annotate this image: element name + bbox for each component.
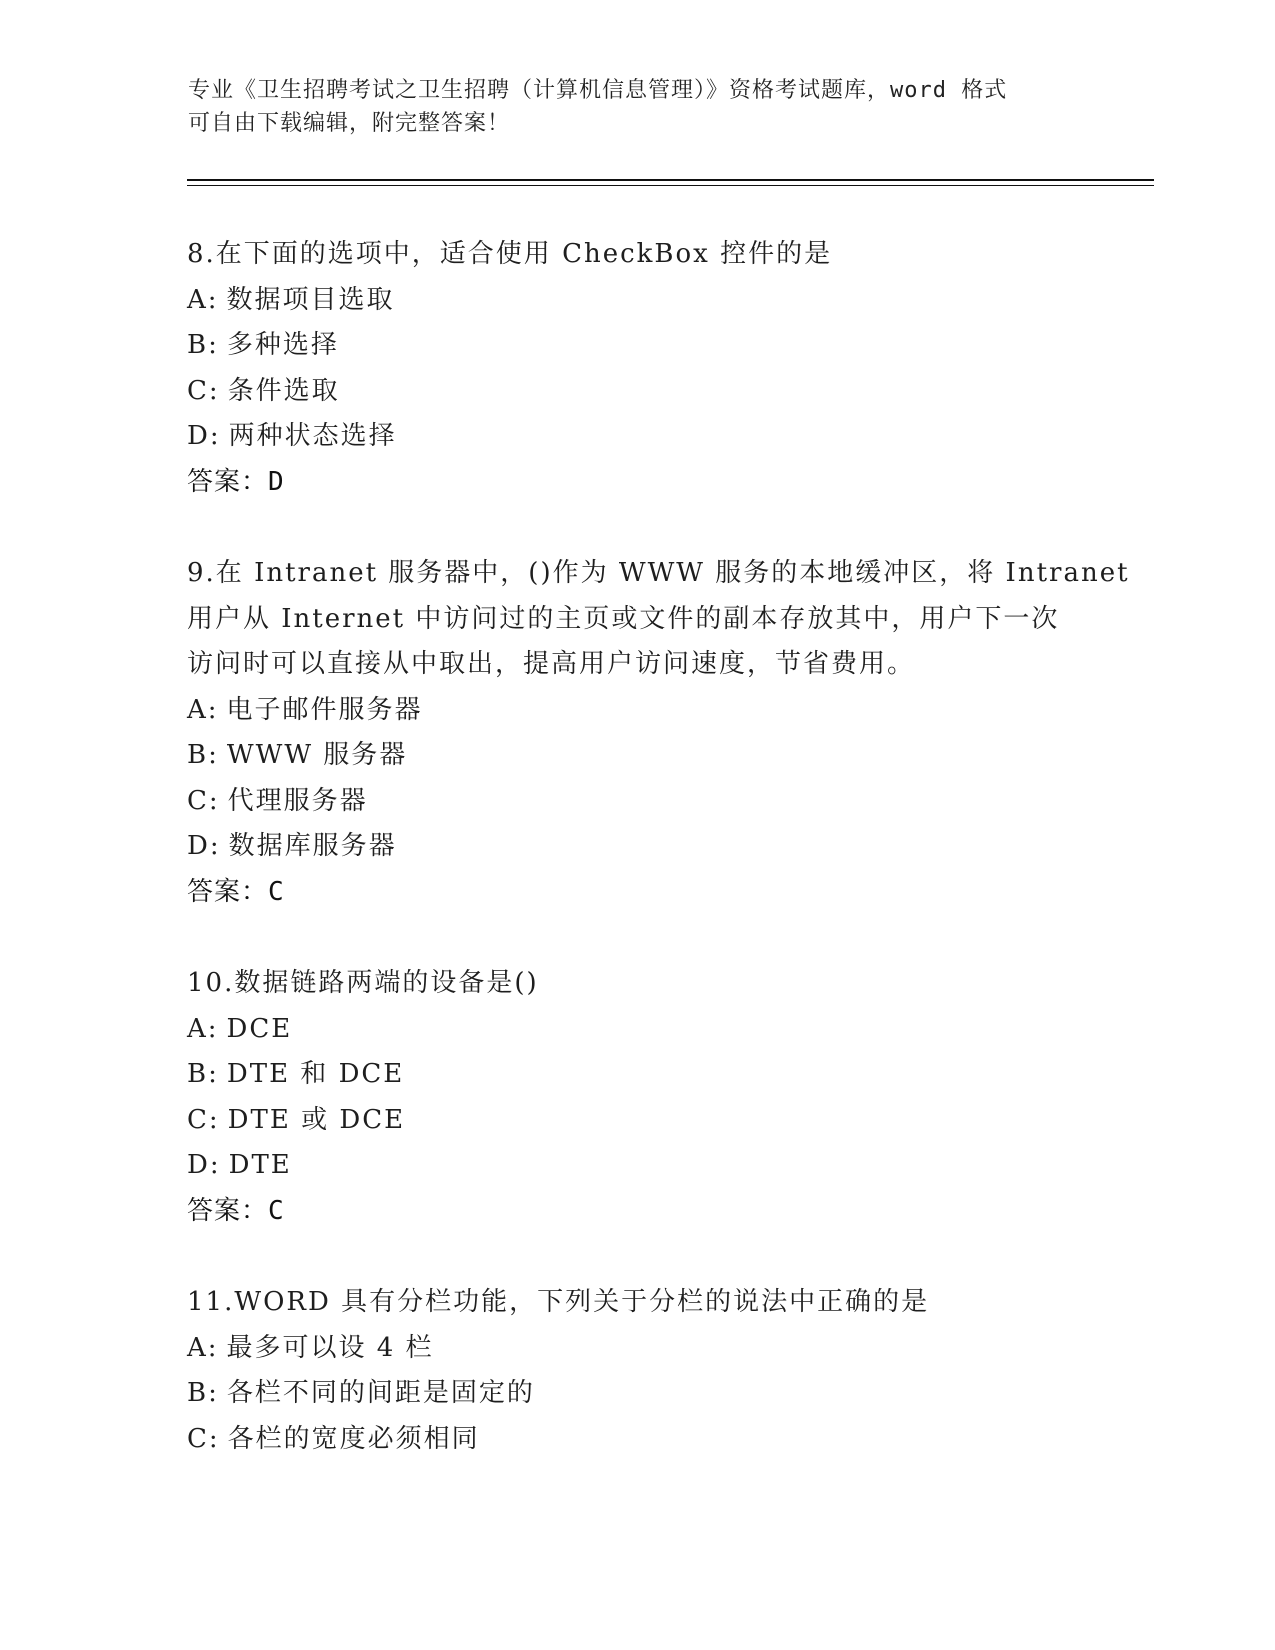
option-text: DTE 或 DCE (227, 1104, 406, 1135)
question-8 (187, 232, 1087, 505)
option-a (187, 278, 1087, 324)
question-list (187, 232, 1130, 1508)
option-c (187, 779, 1087, 825)
option-text: 电子邮件服务器 (226, 694, 423, 725)
option-b (187, 733, 1087, 779)
option-d (187, 824, 1087, 870)
option-c (187, 1417, 1087, 1463)
option-text: 数据项目选取 (226, 284, 395, 315)
option-d (187, 414, 1087, 460)
option-text: 数据库服务器 (228, 831, 397, 861)
document-header (188, 74, 1088, 140)
question-text: 10.数据链路两端的设备是() (187, 968, 539, 998)
option-text: 条件选取 (227, 375, 340, 406)
question-text-line-2: 用户从 Internet 中访问过的主页或文件的副本存放其中，用户下一次 (187, 603, 1060, 634)
option-key: D: (187, 421, 221, 451)
header-divider-thin (187, 185, 1154, 186)
option-text: 多种选择 (226, 330, 339, 360)
header-line-1: 专业《卫生招聘考试之卫生招聘（计算机信息管理）》资格考试题库，word 格式 (188, 78, 1008, 103)
option-text: 各栏不同的间距是固定的 (226, 1378, 535, 1408)
option-c (187, 369, 1087, 415)
option-b (187, 1371, 1087, 1417)
option-key: C: (187, 375, 220, 406)
question-text-line-3: 访问时可以直接从中取出，提高用户访问速度，节省费用。 (187, 649, 916, 679)
option-text: 代理服务器 (227, 785, 368, 816)
option-text: DTE (228, 1150, 292, 1180)
option-b (187, 323, 1087, 369)
option-key: B: (187, 1378, 219, 1408)
option-text: 各栏的宽度必须相同 (227, 1423, 480, 1454)
option-key: D: (187, 1150, 221, 1180)
option-key: A: (187, 1332, 219, 1363)
option-key: A: (187, 694, 219, 725)
question-10 (187, 961, 1087, 1234)
header-line-2: 可自由下载编辑，附完整答案！ (188, 111, 511, 136)
question-text: 8.在下面的选项中，适合使用 CheckBox 控件的是 (187, 239, 833, 269)
header-divider-thick (187, 179, 1154, 181)
option-key: C: (187, 785, 220, 816)
option-key: D: (187, 831, 221, 861)
question-9 (187, 551, 1130, 915)
option-text: DCE (226, 1013, 293, 1044)
option-text: DTE 和 DCE (226, 1059, 405, 1089)
option-key: A: (187, 1013, 219, 1044)
option-key: B: (187, 740, 219, 770)
question-11 (187, 1280, 1087, 1462)
option-a (187, 1326, 1087, 1372)
option-a (187, 688, 1087, 734)
option-c (187, 1098, 1087, 1144)
option-key: B: (187, 1059, 219, 1089)
option-a (187, 1007, 1087, 1053)
question-text: 11.WORD 具有分栏功能，下列关于分栏的说法中正确的是 (187, 1287, 930, 1317)
option-key: A: (187, 284, 219, 315)
option-key: C: (187, 1104, 220, 1135)
option-d (187, 1143, 1087, 1189)
option-text: 最多可以设 4 栏 (226, 1332, 434, 1363)
answer: 答案：D (187, 466, 285, 497)
option-b (187, 1052, 1087, 1098)
option-key: C: (187, 1423, 220, 1454)
answer: 答案：C (187, 1195, 285, 1226)
answer: 答案：C (187, 876, 285, 907)
option-text: 两种状态选择 (228, 421, 397, 451)
option-key: B: (187, 330, 219, 360)
question-text-line-1: 9.在 Intranet 服务器中，()作为 WWW 服务的本地缓冲区，将 Intranet (187, 558, 1130, 588)
option-text: WWW 服务器 (226, 740, 408, 770)
